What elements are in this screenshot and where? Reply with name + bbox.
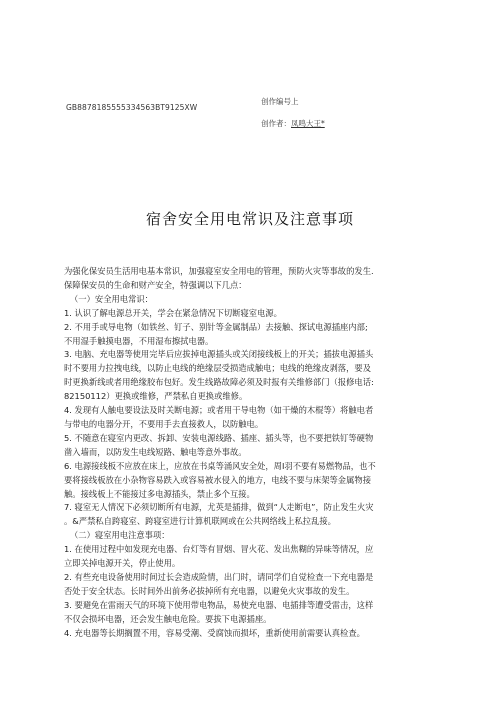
body-line: 5. 不随意在寝室内更改、拆卸、安装电源线路、插座、插头等，也不要把铁钉等硬物 <box>64 432 374 443</box>
section-heading-1: （一）安全用电常识： <box>70 293 153 304</box>
document-code: GB8878185555334563BT9125XW <box>66 103 198 112</box>
body-line: 1. 认识了解电源总开关，学会在紧急情况下切断寝室电源。 <box>64 307 282 318</box>
body-line: 1. 在使用过程中如发现充电器、台灯等有冒烟、冒火花、发出焦糊的异味等情况，应 <box>64 544 374 555</box>
creator-number-label: 创作编号上 <box>261 97 299 106</box>
body-line: 2. 有些充电设备使用时间过长会造成险情，出门时，请同学们自觉检查一下充电器是 <box>64 571 374 582</box>
body-line: 不仅会损坏电器，还会发生触电危险。要拔下电源插座。 <box>64 613 272 624</box>
body-line: 与带电的电器分开，不要用手去直接救人，以防触电。 <box>64 418 264 429</box>
body-line: 触。接线板上不能接过多电源插头，禁止多个互接。 <box>64 488 255 499</box>
section-1-list <box>64 307 434 530</box>
body-line: 6. 电源接线板不应放在床上，应放在书桌等涌风安全处，周I羽不要有易燃物品，也不 <box>64 460 376 471</box>
author-label: 创作者： <box>261 119 291 128</box>
body-line: 3. 要避免在雷雨天气的环境下使用带电物品，易使充电器、电插排等遭受雷击，这样 <box>64 599 374 610</box>
section-2-list <box>64 543 434 640</box>
author-name: 凤鸣大王* <box>291 119 325 128</box>
document-title: 宿舍安全用电常识及注意事项 <box>145 210 354 228</box>
body-line: 要将接线板放在小杂物容易跌入或容易被水侵入的地方，电线不要与床架等金属物接 <box>64 474 371 485</box>
body-line: 立即关掉电源开关，停止使用。 <box>64 558 181 569</box>
body-line: 时更换新线或者用绝缘胶布包好。发生线路故障必须及时报有关维修部门（报修电话: <box>64 377 374 388</box>
intro-line: 为强化保安员生活用电基本常识，加强寝室安全用电的管理，预防火灾等事故的发生. <box>64 266 374 276</box>
body-line: 。&严禁私自跨寝室、跨寝室进行计算机联网或在公共网络线上私拉乱接。 <box>64 516 336 527</box>
intro-line: 保障保安员的生命和财产安全，特强调以下几点： <box>64 279 247 290</box>
body-line: 否处于安全状态。长时间外出前务必拔掉所有充电器，以避免火灾事故的发生。 <box>64 585 355 596</box>
body-line: 时不要用力拉拽电线，以防止电线的绝缘层受损造成触电；电线的绝缘皮剥落，要及 <box>64 363 371 374</box>
body-line: 3. 电脑、充电器等使用完毕后应拔掉电源插头或关闭接线板上的开关；插拔电源插头 <box>64 349 374 360</box>
body-line: 凿入墙而，以防发生电线短路、触电等意外事故。 <box>64 446 247 457</box>
body-line: 4. 发现有人触电要设法及时关断电源；或者用干导电物（如干燥的木棍等）将触电者 <box>64 405 374 416</box>
author-row <box>261 118 325 129</box>
body-line: 不用湿手触摸电器，不用湿布擦拭电器。 <box>64 335 214 346</box>
body-line: 82150112）更换或维修，严禁私自更换或维修。 <box>64 391 248 402</box>
body-line: 7. 寝室无人情况下必须切断所有电源，尤英是插排，做到“人走断电”，防止发生火灾 <box>64 502 374 513</box>
document-body <box>64 265 434 640</box>
section-heading-2: （二）寝室用电注意事项： <box>70 530 170 541</box>
body-line: 2. 不用手或导电物（如铁丝、钉子、别针等金属制品）去接触、探试电源插座内部; <box>64 321 368 332</box>
body-line: 4. 充电器等长期搁置不用，容易受潮、受腐蚀而损坏，重新使用前需要认真检查。 <box>64 627 365 638</box>
